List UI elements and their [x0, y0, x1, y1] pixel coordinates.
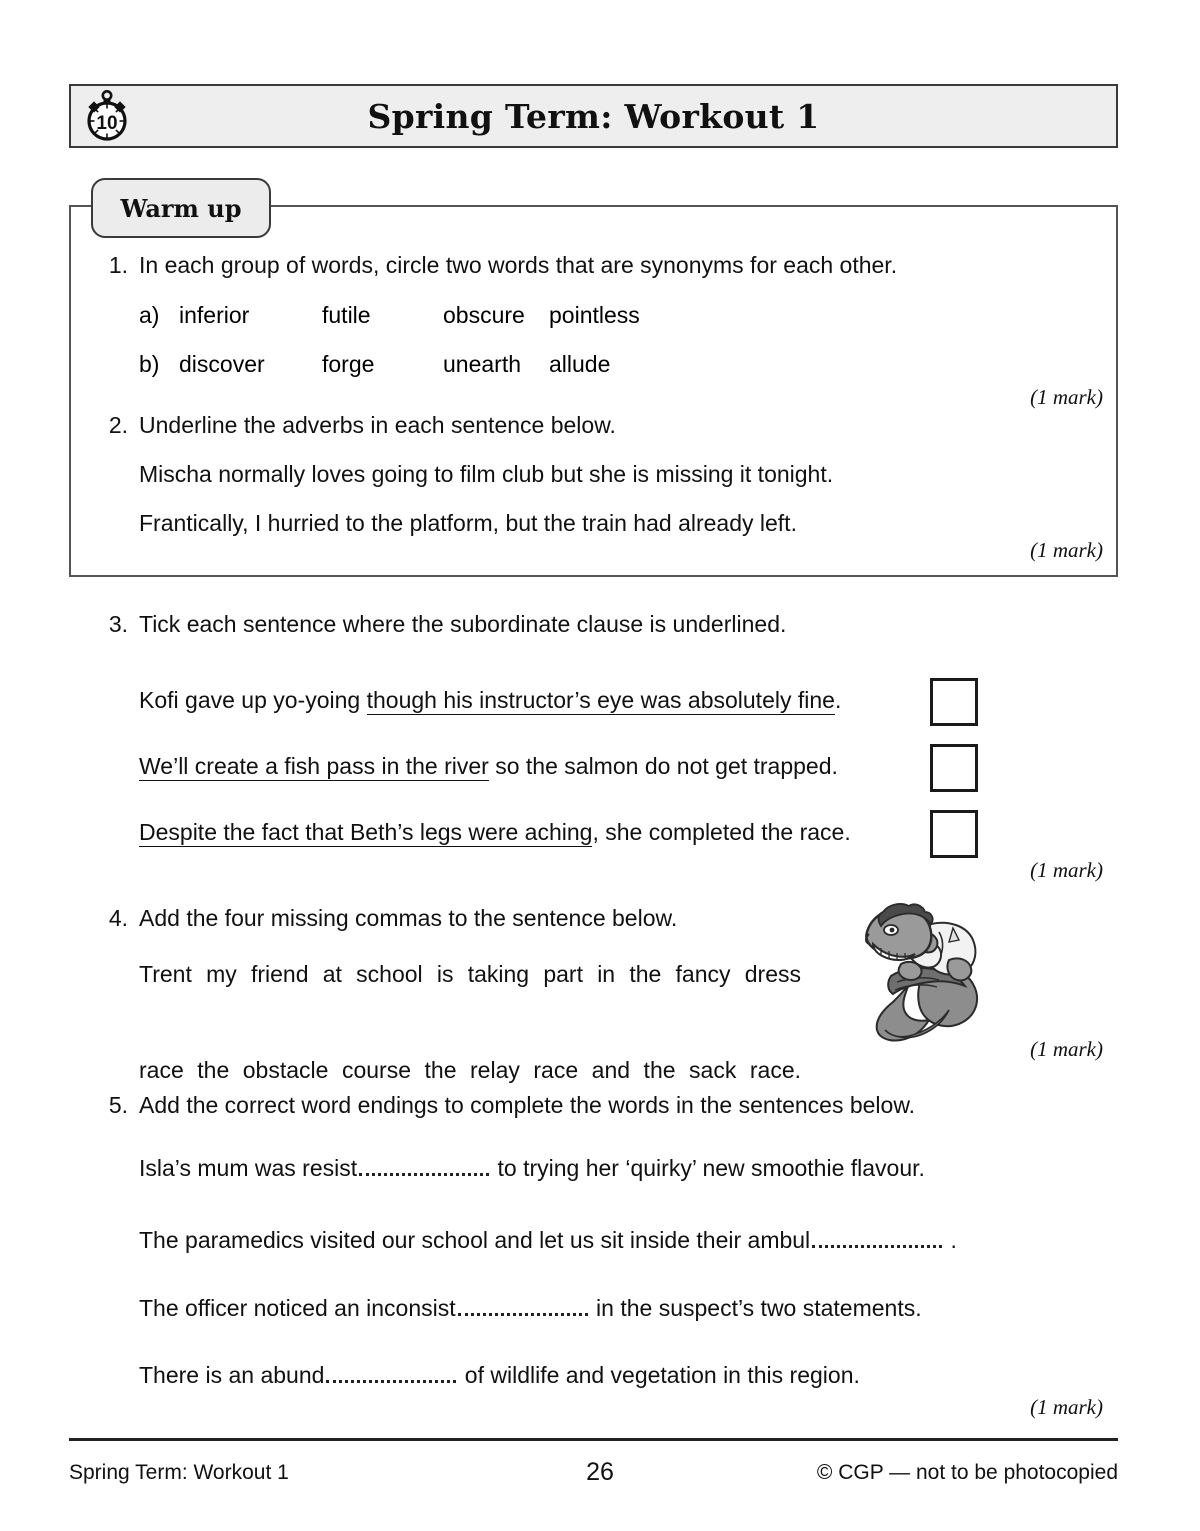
question-2-mark: (1 mark): [1030, 538, 1103, 562]
word-option[interactable]: allude: [549, 351, 611, 377]
sack-race-boy-illustration: [845, 898, 1025, 1058]
question-4-number: 4.: [108, 905, 128, 931]
question-2-number: 2.: [108, 412, 128, 438]
word-option[interactable]: discover: [179, 351, 265, 377]
word-option[interactable]: obscure: [443, 302, 525, 328]
question-2-sentence[interactable]: Frantically, I hurried to the platform, but the train had already left.: [139, 510, 797, 536]
sentence-suffix: .: [944, 1227, 957, 1253]
sentence-suffix: in the suspect’s two statements.: [589, 1295, 922, 1321]
question-2-prompt: Underline the adverbs in each sentence below.: [139, 412, 616, 438]
question-5-number: 5.: [108, 1092, 128, 1118]
stopwatch-minutes-label: 10: [96, 113, 118, 134]
sentence-suffix: of wildlife and vegetation in this region.: [458, 1362, 860, 1388]
tick-checkbox-1[interactable]: [930, 678, 978, 726]
item-suffix: so the salmon do not get trapped.: [488, 753, 838, 779]
footer-page-number: 26: [586, 1458, 614, 1486]
question-2-sentence[interactable]: Mischa normally loves going to film club but she is missing it tonight.: [139, 461, 834, 487]
question-1-group-b: [139, 351, 610, 378]
question-1-number: 1.: [108, 252, 128, 278]
item-underlined-clause: We’ll create a fish pass in the river: [139, 753, 489, 779]
question-5-sentence: [139, 1362, 860, 1389]
sentence-suffix: to trying her ‘quirky’ new smoothie flavour.: [491, 1155, 925, 1181]
tick-checkbox-2[interactable]: [930, 744, 978, 792]
group-b-label: b): [139, 351, 160, 377]
item-prefix: Kofi gave up yo-yoing: [139, 687, 367, 713]
sentence-prefix: The paramedics visited our school and let us sit inside their ambul: [139, 1227, 811, 1253]
question-4-mark: (1 mark): [1030, 1037, 1103, 1061]
footer-copyright: © CGP — not to be photocopied: [816, 1461, 1118, 1484]
question-3-number: 3.: [108, 611, 128, 637]
item-underlined-clause: though his instructor’s eye was absolutely fine: [366, 687, 835, 713]
sentence-prefix: Isla’s mum was resist: [139, 1155, 358, 1181]
footer-workout-label: Spring Term: Workout 1: [69, 1461, 289, 1484]
word-option[interactable]: pointless: [549, 302, 640, 328]
word-option[interactable]: forge: [322, 351, 375, 377]
item-suffix: .: [834, 687, 842, 713]
question-5-mark: (1 mark): [1030, 1395, 1103, 1419]
word-ending-blank[interactable]: [458, 1296, 588, 1316]
footer-divider: [69, 1438, 1118, 1441]
word-ending-blank[interactable]: [812, 1228, 942, 1248]
word-ending-blank[interactable]: [326, 1363, 456, 1383]
question-1-mark: (1 mark): [1030, 385, 1103, 409]
group-a-label: a): [139, 302, 160, 328]
question-3-item: [139, 753, 838, 780]
sentence-prefix: There is an abund: [139, 1362, 325, 1388]
item-underlined-clause: Despite the fact that Beth’s legs were aching: [139, 819, 593, 845]
warm-up-tab-label: Warm up: [91, 178, 271, 238]
question-5-prompt: Add the correct word endings to complete the words in the sentences below.: [139, 1092, 916, 1118]
word-option[interactable]: unearth: [443, 351, 522, 377]
word-option[interactable]: futile: [322, 302, 371, 328]
sentence-prefix: The officer noticed an inconsist: [139, 1295, 456, 1321]
question-5-sentence: [139, 1227, 957, 1254]
question-5-sentence: [139, 1155, 925, 1182]
page-title: Spring Term: Workout 1: [367, 96, 820, 136]
question-4-line: Trent my friend at school is taking part in the fancy dress: [139, 961, 801, 987]
question-3-item: [139, 819, 851, 846]
word-option[interactable]: inferior: [179, 302, 250, 328]
word-ending-blank[interactable]: [359, 1156, 489, 1176]
question-3-mark: (1 mark): [1030, 858, 1103, 882]
tick-checkbox-3[interactable]: [930, 810, 978, 858]
question-1-prompt: In each group of words, circle two words that are synonyms for each other.: [139, 252, 898, 278]
question-4-line: race the obstacle course the relay race and the sack race.: [139, 1057, 801, 1083]
question-3-item: [139, 687, 841, 714]
question-5-sentence: [139, 1295, 922, 1322]
question-4-prompt: Add the four missing commas to the sentence below.: [139, 905, 678, 931]
question-3-prompt: Tick each sentence where the subordinate clause is underlined.: [139, 611, 787, 637]
page-header-bar: [69, 84, 1118, 148]
question-1-group-a: [139, 302, 640, 329]
item-suffix: , she completed the race.: [592, 819, 851, 845]
